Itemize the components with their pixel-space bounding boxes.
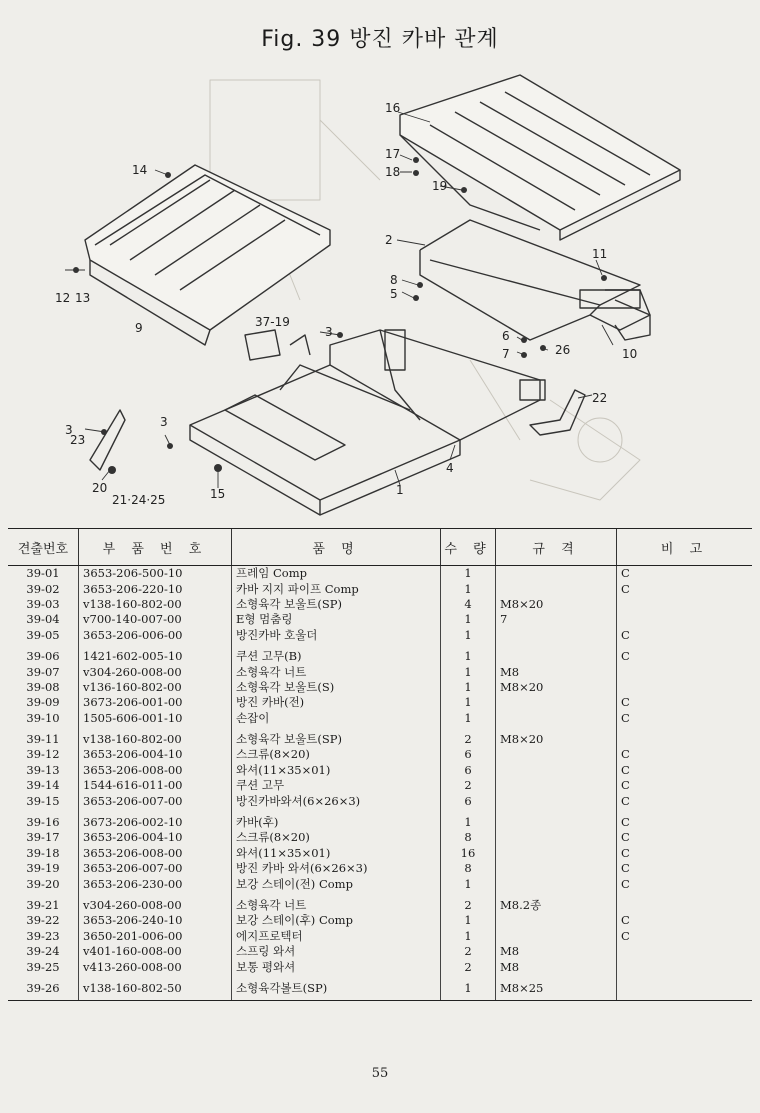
table-cell: 1 xyxy=(441,628,496,643)
column-header: 수 량 xyxy=(441,529,496,566)
table-cell: 1 xyxy=(441,566,496,582)
parts-list-table xyxy=(8,528,752,1001)
table-cell: 3673-206-002-10 xyxy=(79,809,232,830)
table-cell: 1505-606-001-10 xyxy=(79,711,232,726)
table-cell: 손잡이 xyxy=(232,711,441,726)
exploded-parts-diagram xyxy=(0,60,760,520)
table-cell: 39-06 xyxy=(26,649,60,664)
callout-label: 9 xyxy=(135,321,143,335)
table-cell xyxy=(496,846,617,861)
table-row xyxy=(8,726,752,747)
table-row xyxy=(8,597,752,612)
table-row xyxy=(8,793,752,808)
table-cell xyxy=(496,643,617,664)
table-cell: C xyxy=(617,643,753,664)
table-row xyxy=(8,711,752,726)
table-row xyxy=(8,778,752,793)
table-cell: 39-19 xyxy=(26,861,60,876)
table-cell: 소형육각 너트 xyxy=(232,664,441,679)
table-cell: 3653-206-004-10 xyxy=(79,830,232,845)
table-cell: 소형육각 보울트(SP) xyxy=(232,597,441,612)
table-cell: 39-22 xyxy=(26,913,60,928)
callout-label: 18 xyxy=(385,165,401,179)
table-row xyxy=(8,680,752,695)
table-cell: v138-160-802-00 xyxy=(79,726,232,747)
table-row xyxy=(8,763,752,778)
table-cell: 방진 카바 와셔(6×26×3) xyxy=(232,861,441,876)
table-cell: M8×20 xyxy=(496,680,617,695)
main-frame-drawing xyxy=(190,330,540,515)
callout-label: 12 xyxy=(55,291,71,305)
table-cell xyxy=(617,959,753,974)
table-cell: 방진 카바(전) xyxy=(232,695,441,710)
table-cell: 2 xyxy=(441,892,496,913)
callout-label: 10 xyxy=(622,347,638,361)
table-cell: 1 xyxy=(441,612,496,627)
table-cell: 8 xyxy=(441,830,496,845)
table-cell: 3653-206-008-00 xyxy=(79,846,232,861)
table-row xyxy=(8,876,752,891)
table-cell xyxy=(496,695,617,710)
table-row xyxy=(8,628,752,643)
table-cell: 1 xyxy=(441,975,496,1001)
table-cell xyxy=(496,778,617,793)
table-cell: 1 xyxy=(441,664,496,679)
table-cell: 3653-206-007-00 xyxy=(79,793,232,808)
table-cell xyxy=(496,566,617,582)
callout-label: 17 xyxy=(385,147,401,161)
table-cell: 스크류(8×20) xyxy=(232,747,441,762)
table-cell: 카바(후) xyxy=(232,809,441,830)
table-cell: 6 xyxy=(441,763,496,778)
table-cell: v413-260-008-00 xyxy=(79,959,232,974)
table-cell: C xyxy=(617,793,753,808)
table-cell: C xyxy=(617,913,753,928)
table-cell: 3653-206-007-00 xyxy=(79,861,232,876)
table-cell: 39-11 xyxy=(26,732,60,747)
page-number: 55 xyxy=(371,1066,389,1081)
table-cell: M8 xyxy=(496,664,617,679)
table-cell: 39-15 xyxy=(26,793,60,808)
table-cell: 1 xyxy=(441,581,496,596)
table-cell: M8.2종 xyxy=(496,892,617,913)
table-cell: 39-25 xyxy=(26,959,60,974)
table-cell: 3673-206-001-00 xyxy=(79,695,232,710)
table-cell: C xyxy=(617,628,753,643)
table-cell xyxy=(617,726,753,747)
table-cell xyxy=(617,975,753,1001)
table-cell xyxy=(617,944,753,959)
table-cell: C xyxy=(617,763,753,778)
table-row xyxy=(8,944,752,959)
table-cell: 1 xyxy=(441,913,496,928)
table-cell xyxy=(496,628,617,643)
callout-label: 23 xyxy=(70,433,86,447)
table-cell: 39-09 xyxy=(26,695,60,710)
rear-cover-drawing xyxy=(400,75,680,240)
table-cell xyxy=(496,711,617,726)
table-cell: 3653-206-220-10 xyxy=(79,581,232,596)
table-cell: 소형육각 너트 xyxy=(232,892,441,913)
table-cell: C xyxy=(617,861,753,876)
table-cell: 1544-616-011-00 xyxy=(79,778,232,793)
column-header: 견출번호 xyxy=(8,529,79,566)
table-cell: 39-02 xyxy=(26,581,60,596)
table-cell: 8 xyxy=(441,861,496,876)
table-cell: v401-160-008-00 xyxy=(79,944,232,959)
support-pipe-drawing xyxy=(420,220,650,340)
table-cell: 소형육각 보울트(SP) xyxy=(232,726,441,747)
table-cell xyxy=(496,913,617,928)
table-cell: 7 xyxy=(496,612,617,627)
table-cell: 1 xyxy=(441,680,496,695)
table-cell: 보강 스테이(전) Comp xyxy=(232,876,441,891)
table-cell: 쿠션 고무(B) xyxy=(232,643,441,664)
table-cell: 2 xyxy=(441,944,496,959)
table-cell: 3653-206-500-10 xyxy=(79,566,232,582)
callout-label: 3 xyxy=(325,325,333,339)
table-cell: 39-07 xyxy=(26,664,60,679)
table-cell: 1 xyxy=(441,711,496,726)
table-cell: 39-08 xyxy=(26,679,60,694)
table-cell: 39-17 xyxy=(26,830,60,845)
table-cell: M8×20 xyxy=(496,597,617,612)
table-cell: C xyxy=(617,711,753,726)
callout-label: 11 xyxy=(592,247,608,261)
table-cell: C xyxy=(617,830,753,845)
table-cell: 39-20 xyxy=(26,876,60,891)
table-cell: v304-260-008-00 xyxy=(79,892,232,913)
column-header: 비 고 xyxy=(617,529,753,566)
table-cell: 스크류(8×20) xyxy=(232,830,441,845)
table-cell: 39-01 xyxy=(26,566,60,581)
table-cell xyxy=(617,664,753,679)
table-cell: C xyxy=(617,566,753,582)
table-cell: 2 xyxy=(441,778,496,793)
handle-drawing xyxy=(615,300,650,340)
table-cell: 2 xyxy=(441,726,496,747)
callout-label: 37-19 xyxy=(255,315,290,329)
table-cell: 39-13 xyxy=(26,762,60,777)
table-cell xyxy=(496,809,617,830)
table-row xyxy=(8,695,752,710)
table-cell: 와셔(11×35×01) xyxy=(232,763,441,778)
callout-label: 7 xyxy=(502,347,510,361)
table-cell xyxy=(496,876,617,891)
table-cell: M8 xyxy=(496,944,617,959)
column-header: 규 격 xyxy=(496,529,617,566)
table-cell: 1 xyxy=(441,929,496,944)
table-cell: M8 xyxy=(496,959,617,974)
callout-label: 13 xyxy=(75,291,91,305)
table-header-row xyxy=(8,529,752,566)
table-cell: v136-160-802-00 xyxy=(79,680,232,695)
table-row xyxy=(8,846,752,861)
table-cell: v138-160-802-50 xyxy=(79,975,232,1001)
table-cell: 39-21 xyxy=(26,898,60,912)
table-cell: 1 xyxy=(441,809,496,830)
table-cell: 3653-206-240-10 xyxy=(79,913,232,928)
table-cell: v138-160-802-00 xyxy=(79,597,232,612)
table-cell: v304-260-008-00 xyxy=(79,664,232,679)
table-cell: 보통 평와셔 xyxy=(232,959,441,974)
table-cell: 39-18 xyxy=(26,845,60,860)
column-header: 부 품 번 호 xyxy=(79,529,232,566)
table-row xyxy=(8,809,752,830)
table-cell: 방진카바와셔(6×26×3) xyxy=(232,793,441,808)
table-cell xyxy=(617,612,753,627)
callout-label: 26 xyxy=(555,343,571,357)
table-cell: 3653-206-230-00 xyxy=(79,876,232,891)
table-cell: 39-14 xyxy=(26,778,60,793)
front-stay-drawing xyxy=(90,410,125,470)
table-cell: C xyxy=(617,695,753,710)
table-row xyxy=(8,581,752,596)
table-cell: 39-12 xyxy=(26,747,60,762)
table-cell: 2 xyxy=(441,959,496,974)
page-title: Fig. 39 방진 카바 관계 xyxy=(261,27,499,52)
table-row xyxy=(8,929,752,944)
table-cell xyxy=(617,892,753,913)
table-row xyxy=(8,643,752,664)
callout-label: 22 xyxy=(592,391,608,405)
column-header: 품 명 xyxy=(232,529,441,566)
table-cell: 39-10 xyxy=(26,710,60,725)
table-cell xyxy=(496,793,617,808)
callout-label: 8 xyxy=(390,273,398,287)
table-cell: 쿠션 고무 xyxy=(232,778,441,793)
callout-label: 16 xyxy=(385,101,401,115)
table-cell: 와셔(11×35×01) xyxy=(232,846,441,861)
table-cell: 16 xyxy=(441,846,496,861)
table-cell: C xyxy=(617,809,753,830)
table-cell: 4 xyxy=(441,597,496,612)
table-row xyxy=(8,913,752,928)
table-cell xyxy=(617,597,753,612)
table-cell: 39-03 xyxy=(26,596,60,611)
table-cell: 스프링 와셔 xyxy=(232,944,441,959)
table-cell xyxy=(496,747,617,762)
table-cell: 6 xyxy=(441,793,496,808)
callout-label: 1 xyxy=(396,483,404,497)
table-row xyxy=(8,830,752,845)
table-cell: 에지프로텍터 xyxy=(232,929,441,944)
callout-label: 14 xyxy=(132,163,148,177)
table-cell: 39-23 xyxy=(26,928,60,943)
table-cell: 6 xyxy=(441,747,496,762)
table-cell: 39-05 xyxy=(26,627,60,642)
table-cell: C xyxy=(617,846,753,861)
table-cell: C xyxy=(617,747,753,762)
callout-label: 21·24·25 xyxy=(112,493,166,507)
table-row xyxy=(8,566,752,582)
callout-label: 3 xyxy=(160,415,168,429)
table-row xyxy=(8,959,752,974)
table-row xyxy=(8,861,752,876)
table-cell: 3653-206-006-00 xyxy=(79,628,232,643)
table-cell: 프레임 Comp xyxy=(232,566,441,582)
table-cell: 소형육각 보울트(S) xyxy=(232,680,441,695)
callout-label: 4 xyxy=(446,461,454,475)
callout-label: 2 xyxy=(385,233,393,247)
table-cell: v700-140-007-00 xyxy=(79,612,232,627)
table-cell: 1 xyxy=(441,695,496,710)
callout-label: 5 xyxy=(390,287,398,301)
front-cover-drawing xyxy=(85,165,330,345)
table-cell xyxy=(496,830,617,845)
table-cell xyxy=(496,861,617,876)
table-cell: 소형육각볼트(SP) xyxy=(232,975,441,1001)
table-cell: 39-26 xyxy=(8,975,79,1001)
table-cell: C xyxy=(617,929,753,944)
table-cell: 39-04 xyxy=(26,612,60,627)
table-cell: 3653-206-004-10 xyxy=(79,747,232,762)
table-cell: 보강 스테이(후) Comp xyxy=(232,913,441,928)
table-cell xyxy=(496,581,617,596)
table-cell: E형 멈춤링 xyxy=(232,612,441,627)
table-row xyxy=(8,664,752,679)
table-cell xyxy=(617,680,753,695)
table-cell: 39-24 xyxy=(26,944,60,959)
table-row xyxy=(8,612,752,627)
table-cell: 3650-201-006-00 xyxy=(79,929,232,944)
table-cell: M8×25 xyxy=(496,975,617,1001)
table-cell: 1 xyxy=(441,876,496,891)
table-cell: C xyxy=(617,876,753,891)
table-cell: 방진카바 호울더 xyxy=(232,628,441,643)
table-row xyxy=(8,892,752,913)
table-row xyxy=(8,975,752,1001)
table-cell: 1421-602-005-10 xyxy=(79,643,232,664)
table-cell: 39-16 xyxy=(26,815,60,830)
table-cell: C xyxy=(617,581,753,596)
table-cell: C xyxy=(617,778,753,793)
table-cell xyxy=(496,929,617,944)
callout-label: 19 xyxy=(432,179,448,193)
table-cell: 3653-206-008-00 xyxy=(79,763,232,778)
table-cell: M8×20 xyxy=(496,726,617,747)
callout-label: 6 xyxy=(502,329,510,343)
table-cell xyxy=(496,763,617,778)
callout-label: 20 xyxy=(92,481,108,495)
rear-stay-drawing xyxy=(530,390,585,435)
table-cell: 1 xyxy=(441,643,496,664)
table-cell: 카바 지지 파이프 Comp xyxy=(232,581,441,596)
table-row xyxy=(8,747,752,762)
callout-label: 3 xyxy=(65,423,73,437)
callout-label: 15 xyxy=(210,487,226,501)
